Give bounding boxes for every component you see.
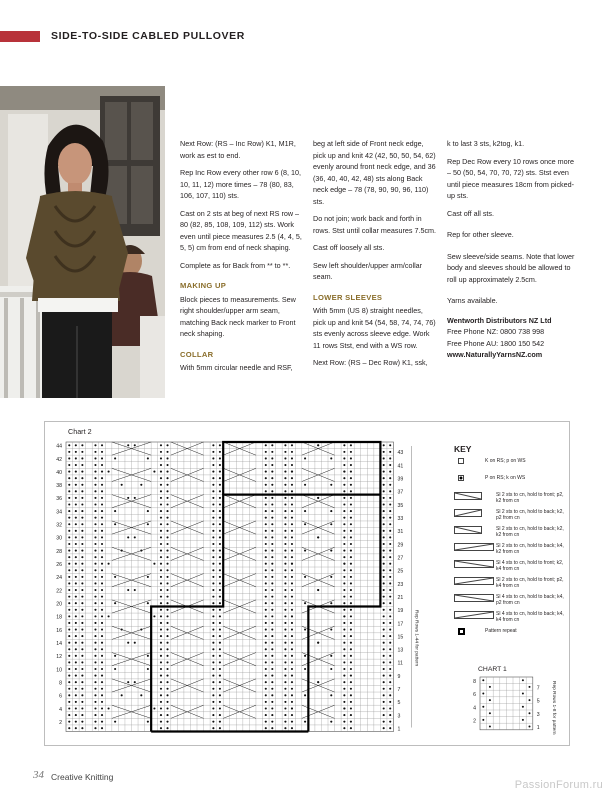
row-number: 33 — [397, 515, 404, 522]
row-number: 42 — [56, 456, 62, 463]
row-number: 8 — [473, 678, 476, 685]
cable-symbol-icon — [454, 492, 482, 500]
key-item-label: Sl 2 sts to cn, hold to back; k2, k2 from cn — [496, 526, 564, 538]
paragraph: Sew left shoulder/upper arm/collar seam. — [313, 260, 423, 281]
key-title: KEY — [454, 444, 472, 454]
paragraph: Next Row: (RS – Dec Row) K1, ssk, — [313, 358, 428, 367]
key-item — [454, 594, 564, 611]
row-number: 1 — [397, 726, 401, 733]
row-number: 7 — [536, 685, 540, 692]
key-item-label: Sl 2 sts to cn, hold to back; k4, k2 from cn — [496, 543, 564, 555]
model-photo — [0, 86, 165, 398]
key-item — [454, 458, 564, 475]
row-number: 14 — [56, 640, 62, 647]
key-item-label: Sl 4 sts to cn, hold to front; k2, k4 from cn — [496, 560, 564, 572]
row-number: 23 — [397, 581, 404, 588]
row-number: 29 — [397, 542, 404, 549]
key-item-label: K on RS; p on WS — [485, 458, 526, 464]
row-number: 16 — [56, 627, 62, 634]
cable-symbol-icon — [454, 543, 494, 551]
row-number: 3 — [536, 711, 540, 718]
key-item-label: Sl 2 sts to cn, hold to back; k2, p2 from cn — [496, 509, 564, 521]
phone-nz: Free Phone NZ: 0800 738 998 — [447, 327, 545, 336]
pattern-repeat-icon — [458, 628, 465, 635]
key-item — [454, 560, 564, 577]
paragraph: beg at left side of Front neck edge, pick up and knit 42 (42, 50, 50, 54, 62) evenly around front neck edge, and 36 (36, 40, 40, 42, 48) sts along Back neck edge – 78 (78, 90, 90, 96, 110) sts. — [313, 139, 436, 206]
row-number: 7 — [397, 687, 401, 694]
paragraph: Next Row: (RS – Inc Row) K1, M1R, work as est to end. — [180, 139, 296, 160]
key-item — [454, 628, 564, 645]
key-item-label: Sl 2 sts to cn, hold to front; p2, k4 from cn — [496, 577, 564, 589]
row-number: 31 — [397, 529, 404, 536]
row-number: 5 — [397, 700, 401, 707]
text-column-3 — [447, 138, 575, 361]
paragraph: With 5mm circular needle and RSF, — [180, 363, 293, 372]
page-number: 34 — [33, 769, 44, 781]
chart1-repeat-label: Rep Rows 1-8 for pattern — [550, 681, 556, 735]
watermark: PassionForum.ru — [514, 779, 603, 791]
text-column-1 — [180, 138, 304, 380]
row-number: 26 — [56, 562, 62, 569]
row-number: 38 — [56, 483, 62, 490]
row-number: 9 — [397, 673, 401, 680]
row-number: 32 — [56, 522, 62, 529]
paragraph: Rep Dec Row every 10 rows once more – 50 (50, 54, 70, 70, 72) sts. Stst even until piece measures 18cm from picked-up sts. — [447, 156, 575, 200]
paragraph: Cast off all sts. — [447, 208, 495, 218]
row-number: 20 — [56, 601, 62, 608]
paragraph: Block pieces to measurements. Sew right shoulder/upper arm seam, matching Back neck marker to Front neck shaping. — [180, 294, 296, 338]
text-column-2 — [313, 138, 437, 375]
row-number: 24 — [56, 575, 62, 582]
row-number: 11 — [397, 660, 403, 667]
row-number: 3 — [397, 713, 401, 720]
row-number: 19 — [397, 608, 404, 615]
chart2-title: Chart 2 — [68, 427, 92, 436]
cable-symbol-icon — [454, 577, 494, 585]
key-item — [454, 475, 564, 492]
chart2-repeat-label: Rep Rows 1-44 for pattern — [413, 609, 419, 667]
key-legend — [454, 444, 564, 645]
cable-symbol-icon — [454, 509, 482, 517]
row-number: 5 — [536, 698, 540, 705]
key-item-label: Pattern repeat — [485, 628, 517, 634]
paragraph: Rep Inc Row every other row 6 (8, 10, 10, 11, 12) more times – 78 (80, 83, 106, 107, 110) sts. — [180, 168, 302, 200]
paragraph: With 5mm (US 8) straight needles, pick up and knit 54 (54, 58, 74, 74, 76) sts evenly across sleeve edge. Work 11 rows Stst, end with a WS row. — [313, 306, 436, 350]
key-item — [454, 526, 564, 543]
cable-symbol-icon — [454, 611, 494, 619]
section-heading-making-up: MAKING UP — [180, 281, 227, 290]
cable-symbol-icon — [454, 560, 494, 568]
paragraph: Rep for other sleeve. — [447, 230, 514, 239]
row-number: 12 — [56, 654, 62, 661]
row-number: 17 — [397, 621, 404, 628]
key-item — [454, 492, 564, 509]
website-link[interactable]: www.NaturallyYarnsNZ.com — [447, 350, 543, 359]
row-number: 1 — [536, 725, 540, 732]
row-number: 22 — [56, 588, 62, 595]
row-number: 27 — [397, 555, 404, 562]
row-number: 35 — [397, 502, 404, 509]
row-number: 13 — [397, 647, 404, 654]
paragraph: k to last 3 sts, k2tog, k1. — [447, 139, 525, 148]
row-number: 6 — [473, 692, 476, 699]
paragraph: Complete as for Back from ** to **. — [180, 260, 291, 270]
key-item — [454, 509, 564, 526]
row-number: 30 — [56, 535, 62, 542]
row-number: 40 — [56, 469, 62, 476]
row-number: 25 — [397, 568, 404, 575]
phone-au: Free Phone AU: 1800 150 542 — [447, 338, 545, 348]
key-item-label: P on RS; k on WS — [485, 475, 526, 481]
paragraph: Yarns available. — [447, 296, 498, 305]
cable-symbol-icon — [454, 594, 494, 602]
row-number: 10 — [56, 667, 62, 674]
cable-symbol-icon — [454, 526, 482, 534]
row-number: 6 — [59, 693, 62, 700]
key-item-label: Sl 4 sts to cn, hold to back; k4, k4 from cn — [496, 611, 564, 623]
chart1-title: CHART 1 — [478, 666, 507, 673]
row-number: 34 — [56, 509, 62, 516]
knit-symbol-icon — [458, 458, 464, 464]
row-number: 37 — [397, 489, 404, 496]
key-item-label: Sl 4 sts to cn, hold to back; k4, p2 from cn — [496, 594, 564, 606]
row-number: 4 — [59, 706, 62, 713]
paragraph: Do not join; work back and forth in rows. Stst until collar measures 7.5cm. — [313, 214, 437, 235]
purl-symbol-icon — [458, 475, 464, 481]
page-title: SIDE-TO-SIDE CABLED PULLOVER — [51, 30, 245, 42]
key-item — [454, 543, 564, 560]
paragraph: Cast off loosely all sts. — [313, 243, 385, 252]
magazine-name: Creative Knitting — [51, 772, 114, 782]
row-number: 43 — [397, 450, 404, 457]
paragraph: Cast on 2 sts at beg of next RS row – 80 (82, 85, 108, 109, 112) sts. Work even until piece measures 2.5 (4, 4, 5, 5, 5) cm from end of neck shaping. — [180, 208, 302, 252]
paragraph: Sew sleeve/side seams. Note that lower body and sleeves should be allowed to roll up approximately 2.5cm. — [447, 251, 575, 284]
row-number: 2 — [59, 719, 62, 726]
section-heading-collar: COLLAR — [180, 349, 214, 359]
row-number: 28 — [56, 548, 62, 555]
row-number: 15 — [397, 634, 404, 641]
key-item-label: Sl 2 sts to cn, hold to front; p2, k2 from cn — [496, 492, 564, 504]
row-number: 2 — [473, 718, 476, 725]
row-number: 44 — [56, 443, 62, 450]
distributor-name: Wentworth Distributors NZ Ltd — [447, 315, 552, 325]
row-number: 36 — [56, 496, 62, 503]
row-number: 18 — [56, 614, 62, 621]
row-number: 4 — [473, 705, 476, 712]
row-number: 8 — [59, 680, 62, 687]
row-number: 41 — [397, 463, 404, 470]
row-number: 39 — [397, 476, 404, 483]
key-item — [454, 577, 564, 594]
header-accent-bar — [0, 31, 40, 42]
section-heading-lower-sleeves: LOWER SLEEVES — [313, 292, 383, 302]
key-item — [454, 611, 564, 628]
row-number: 21 — [397, 594, 404, 601]
